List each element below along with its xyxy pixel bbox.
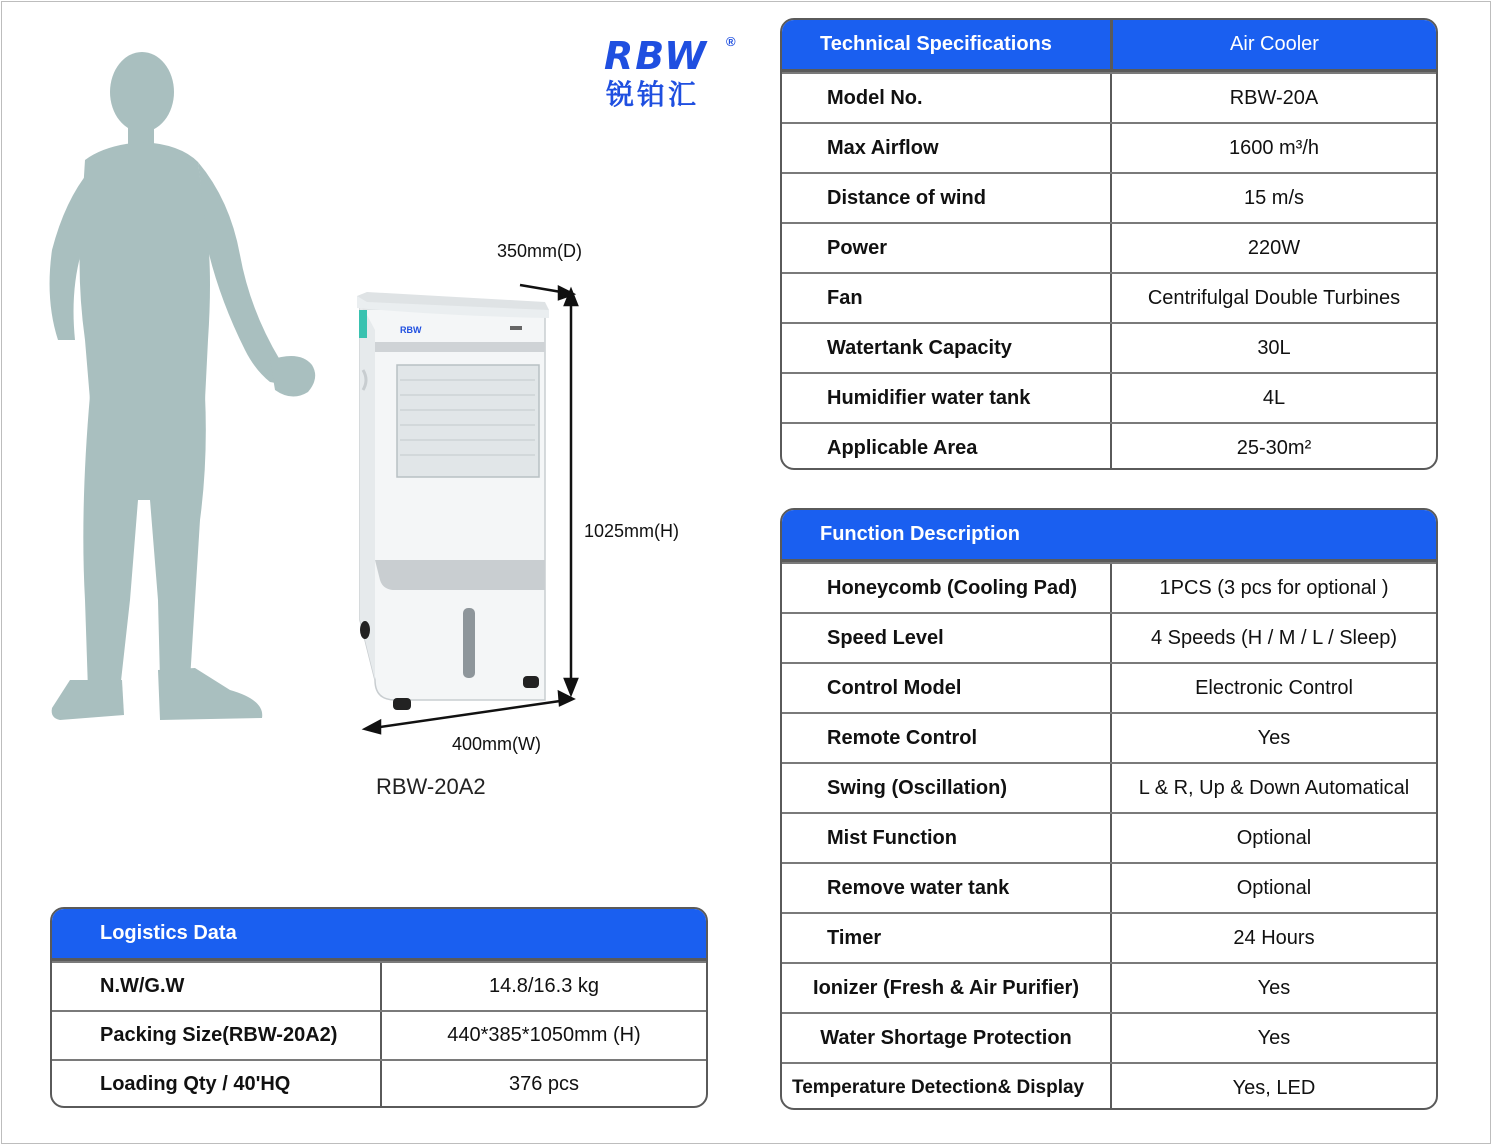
function-label: Timer [827, 926, 882, 949]
table-row [782, 122, 1436, 172]
function-value: Yes [1110, 964, 1436, 1012]
spec-value: 220W [1110, 224, 1436, 272]
function-label: Speed Level [827, 626, 944, 649]
svg-text:RBW: RBW [400, 325, 422, 335]
table-row [52, 1010, 706, 1059]
function-value: L & R, Up & Down Automatical [1110, 764, 1436, 812]
logistics-label: N.W/G.W [100, 975, 185, 997]
table-row [782, 1062, 1436, 1110]
logistics-value: 440*385*1050mm (H) [380, 1012, 706, 1059]
logistics-header-title: Logistics Data [100, 922, 237, 944]
function-label: Swing (Oscillation) [827, 776, 1008, 799]
logistics-label: Packing Size(RBW-20A2) [100, 1024, 338, 1046]
function-description-table [780, 508, 1438, 1110]
function-header-title: Function Description [820, 523, 1020, 545]
table-row [782, 962, 1436, 1012]
table-row [782, 662, 1436, 712]
technical-specifications-table [780, 18, 1438, 470]
function-label: Remote Control [827, 726, 977, 749]
table-row [782, 912, 1436, 962]
spec-header-right: Air Cooler [1110, 20, 1436, 69]
table-row [782, 422, 1436, 470]
table-row [782, 322, 1436, 372]
table-row [782, 862, 1436, 912]
table-row [782, 1012, 1436, 1062]
depth-dimension: 350mm(D) [497, 241, 583, 261]
function-label: Remove water tank [827, 876, 1010, 899]
function-value: 4 Speeds (H / M / L / Sleep) [1110, 614, 1436, 662]
function-label: Mist Function [827, 826, 957, 849]
function-table-header [782, 510, 1436, 562]
table-row [782, 812, 1436, 862]
function-value: 24 Hours [1110, 914, 1436, 962]
logistics-data-table [50, 907, 708, 1108]
logo-chinese-text: 锐铂汇 [606, 79, 700, 110]
logistics-label: Loading Qty / 40'HQ [100, 1073, 291, 1095]
spec-label: Model No. [827, 86, 923, 109]
logo-text: RBW [604, 34, 709, 78]
function-label: Temperature Detection& Display [792, 1077, 1085, 1098]
function-value: Yes [1110, 1014, 1436, 1062]
function-label: Ionizer (Fresh & Air Purifier) [813, 976, 1079, 999]
function-value: Yes, LED [1110, 1064, 1436, 1110]
spec-label: Humidifier water tank [827, 386, 1031, 409]
spec-table-header [782, 20, 1436, 72]
table-row [782, 172, 1436, 222]
spec-label: Fan [827, 286, 863, 309]
table-row [782, 72, 1436, 122]
logistics-value: 376 pcs [380, 1061, 706, 1108]
function-value: Electronic Control [1110, 664, 1436, 712]
function-label: Control Model [827, 676, 962, 699]
spec-label: Watertank Capacity [827, 336, 1012, 359]
spec-label: Applicable Area [827, 436, 978, 459]
table-row [52, 961, 706, 1010]
spec-label: Power [827, 236, 888, 259]
product-model-label: RBW-20A2 [376, 774, 486, 799]
table-row [52, 1059, 706, 1108]
logistics-value: 14.8/16.3 kg [380, 963, 706, 1010]
spec-header-left: Technical Specifications [820, 33, 1052, 55]
function-value: Yes [1110, 714, 1436, 762]
brand-logo [604, 36, 744, 116]
spec-value: 25-30m² [1110, 424, 1436, 470]
table-row [782, 272, 1436, 322]
spec-value: 1600 m³/h [1110, 124, 1436, 172]
air-cooler-product-icon [345, 230, 705, 750]
height-dimension: 1025mm(H) [584, 521, 680, 541]
table-row [782, 762, 1436, 812]
spec-label: Max Airflow [827, 136, 939, 159]
spec-label: Distance of wind [827, 186, 986, 209]
table-row [782, 372, 1436, 422]
table-row [782, 612, 1436, 662]
logistics-table-header [52, 909, 706, 961]
spec-value: RBW-20A [1110, 74, 1436, 122]
registered-mark: ® [726, 34, 736, 49]
function-value: 1PCS (3 pcs for optional ) [1110, 564, 1436, 612]
spec-value: 4L [1110, 374, 1436, 422]
spec-value: Centrifulgal Double Turbines [1110, 274, 1436, 322]
function-label: Water Shortage Protection [820, 1026, 1072, 1049]
person-silhouette-icon [30, 40, 320, 740]
function-value: Optional [1110, 864, 1436, 912]
table-row [782, 562, 1436, 612]
function-label: Honeycomb (Cooling Pad) [827, 576, 1077, 599]
table-row [782, 222, 1436, 272]
table-row [782, 712, 1436, 762]
function-value: Optional [1110, 814, 1436, 862]
width-dimension: 400mm(W) [452, 734, 541, 754]
spec-value: 15 m/s [1110, 174, 1436, 222]
spec-value: 30L [1110, 324, 1436, 372]
